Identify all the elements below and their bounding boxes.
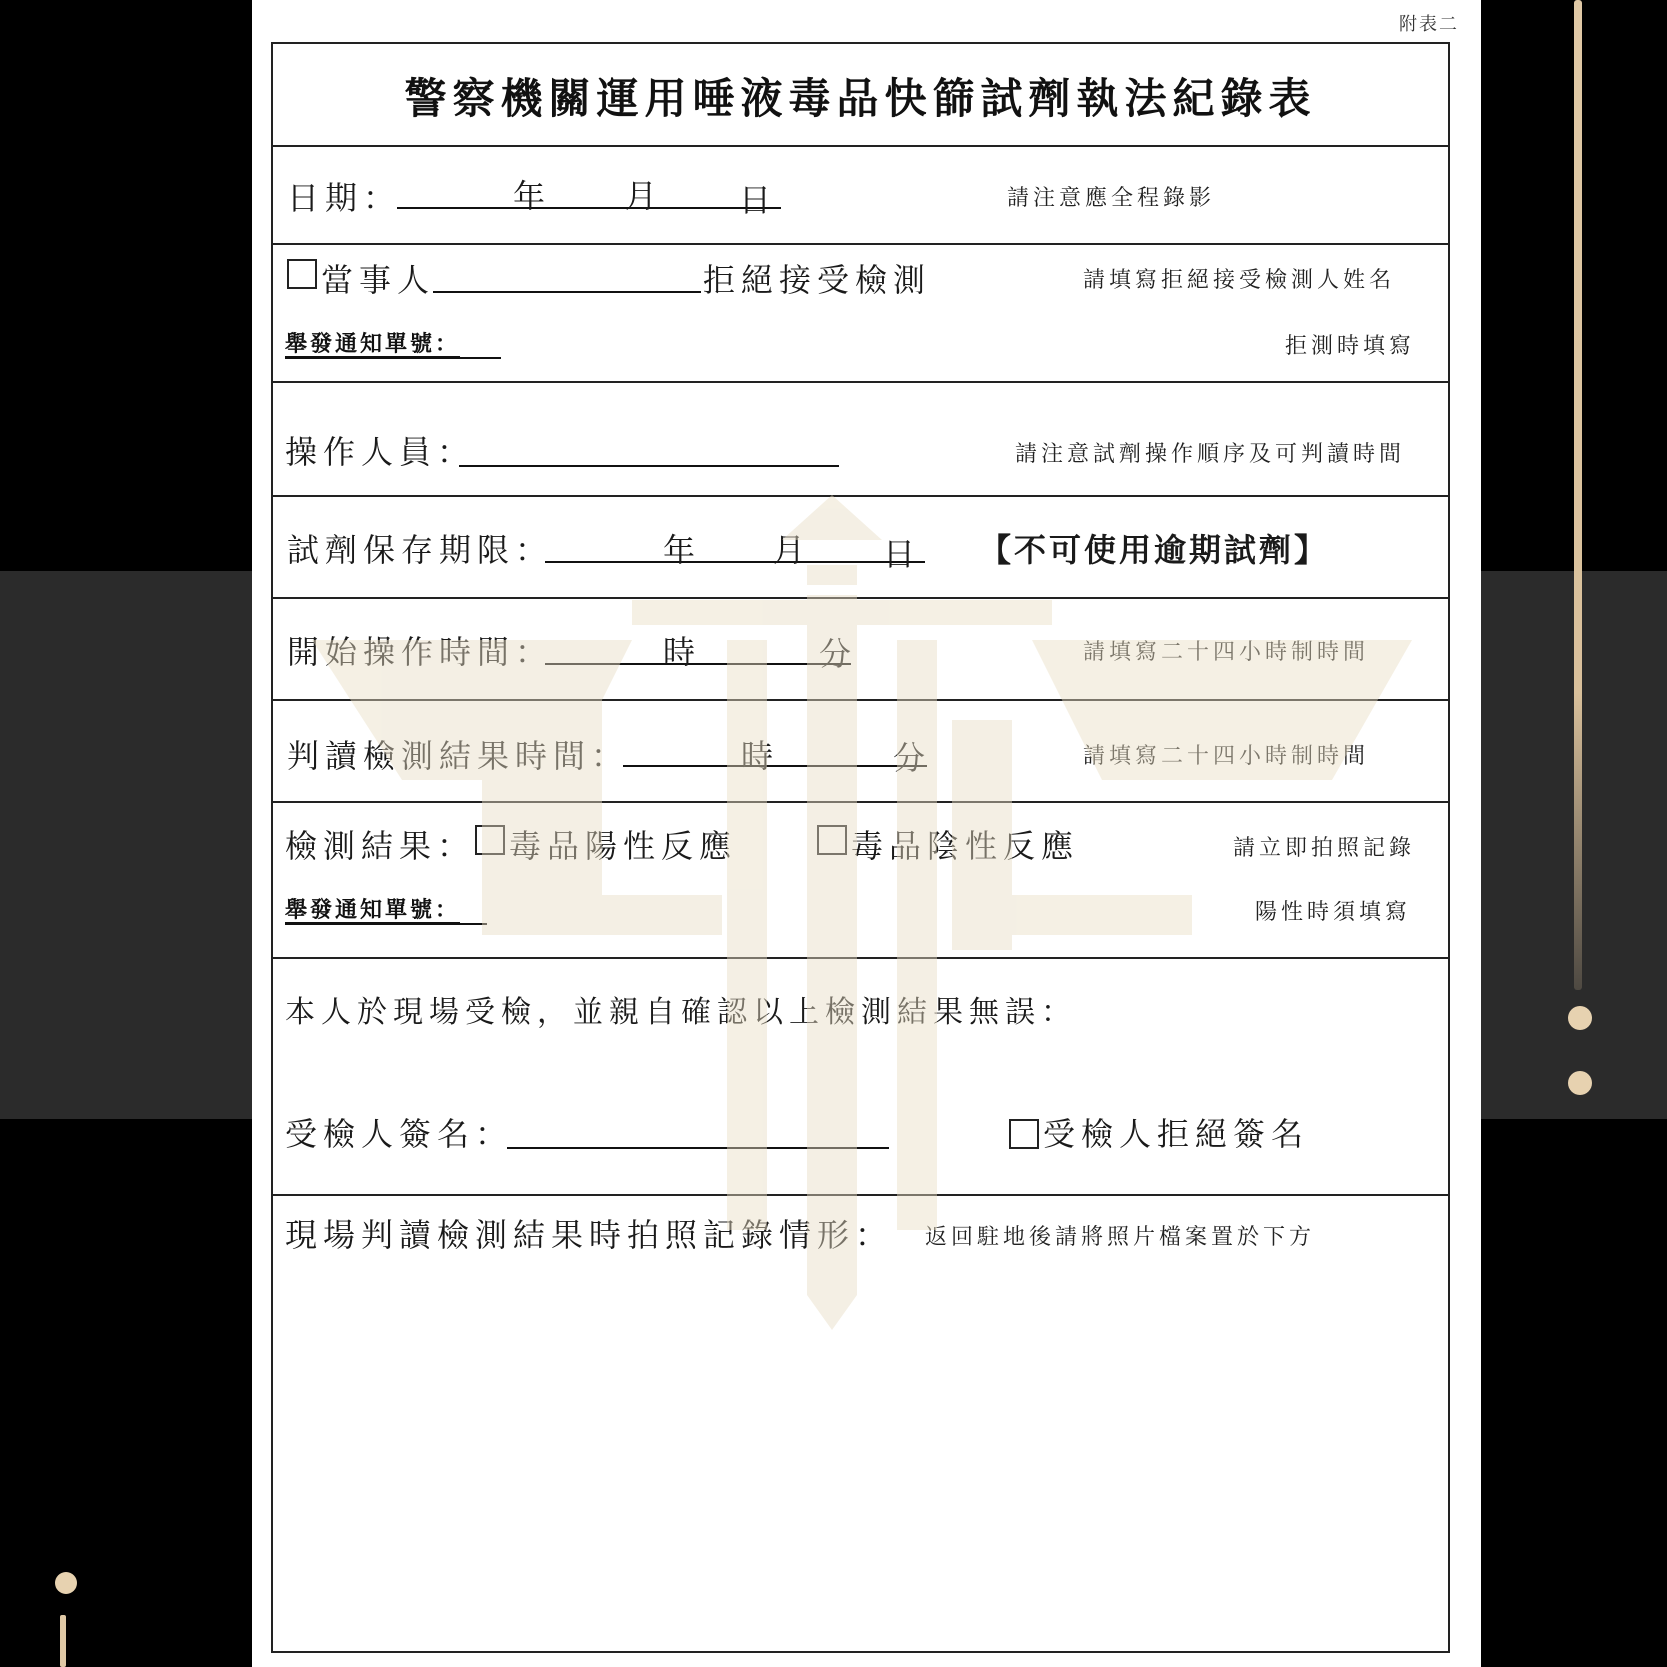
refuse-ticket-label: 舉發通知單號： [285, 331, 461, 357]
result-ticket-label: 舉發通知單號： [285, 897, 461, 923]
start-hour: 時 [663, 633, 702, 671]
positive-checkbox[interactable] [475, 825, 505, 855]
decorative-tick [60, 1615, 66, 1667]
operator-field[interactable] [459, 465, 839, 467]
annex-label: 附表二 [1399, 14, 1459, 35]
date-field[interactable] [397, 207, 781, 209]
expiry-warning: 【不可使用逾期試劑】 [979, 531, 1330, 569]
negative-checkbox[interactable] [817, 825, 847, 855]
start-time-label: 開始操作時間： [287, 633, 554, 671]
refuse-ticket-note: 拒測時填寫 [1285, 334, 1416, 359]
date-label: 日期： [287, 179, 402, 217]
result-ticket-note: 陽性時須填寫 [1255, 900, 1412, 925]
refuse-note: 請填寫拒絕接受檢測人姓名 [1083, 268, 1396, 293]
expiry-year: 年 [663, 531, 702, 569]
result-note: 請立即拍照記錄 [1233, 836, 1416, 861]
refuse-sign-checkbox[interactable] [1009, 1119, 1039, 1149]
photo-row [273, 1194, 1448, 1651]
start-time-note: 請填寫二十四小時制時間 [1083, 640, 1370, 665]
confirm-statement: 本人於現場受檢，並親自確認以上檢測結果無誤： [285, 995, 1077, 1030]
start-minute: 分 [819, 635, 858, 673]
read-hour: 時 [741, 737, 780, 775]
refuse-row [273, 243, 1448, 383]
operator-row [273, 381, 1448, 497]
expiry-label: 試劑保存期限： [287, 531, 554, 569]
decorative-stripe [1574, 0, 1582, 990]
date-row [273, 145, 1448, 245]
confirm-row [273, 957, 1448, 1196]
form-title: 警察機關運用唾液毒品快篩試劑執法紀錄表 [404, 74, 1317, 123]
result-label: 檢測結果： [285, 827, 476, 865]
read-minute: 分 [893, 739, 932, 777]
positive-label: 毒品陽性反應 [509, 827, 738, 865]
read-time-note: 請填寫二十四小時制時間 [1083, 744, 1370, 769]
read-time-row [273, 699, 1448, 803]
refuse-checkbox[interactable] [287, 259, 317, 289]
photo-note: 返回駐地後請將照片檔案置於下方 [925, 1225, 1316, 1250]
negative-label: 毒品陰性反應 [851, 827, 1080, 865]
title-row [273, 44, 1448, 147]
start-time-row [273, 597, 1448, 701]
decorative-dot [1568, 1006, 1592, 1030]
expiry-month: 月 [773, 531, 812, 569]
operator-label: 操作人員： [285, 433, 476, 471]
photo-label: 現場判讀檢測結果時拍照記錄情形： [285, 1216, 894, 1254]
refuse-ticket-field[interactable] [285, 357, 501, 359]
party-name-field[interactable] [433, 291, 701, 293]
read-time-label: 判讀檢測結果時間： [287, 737, 630, 775]
party-label: 當事人 [321, 261, 436, 299]
date-month: 月 [625, 177, 664, 215]
expiry-row [273, 495, 1448, 599]
expiry-field[interactable] [545, 561, 925, 563]
decorative-dot [55, 1572, 77, 1594]
expiry-day: 日 [883, 535, 922, 573]
decorative-dot [1568, 1071, 1592, 1095]
operator-note: 請注意試劑操作順序及可判讀時間 [1015, 442, 1406, 467]
signature-field[interactable] [507, 1147, 889, 1149]
refuse-text: 拒絕接受檢測 [703, 261, 932, 299]
result-row [273, 801, 1448, 959]
refuse-sign-label: 受檢人拒絕簽名 [1043, 1115, 1310, 1153]
date-day: 日 [739, 181, 778, 219]
record-form [271, 42, 1450, 1653]
date-note: 請注意應全程錄影 [1007, 186, 1216, 211]
date-year: 年 [513, 177, 552, 215]
signature-label: 受檢人簽名： [285, 1115, 514, 1153]
result-ticket-field[interactable] [285, 923, 487, 925]
form-paper [252, 0, 1481, 1667]
